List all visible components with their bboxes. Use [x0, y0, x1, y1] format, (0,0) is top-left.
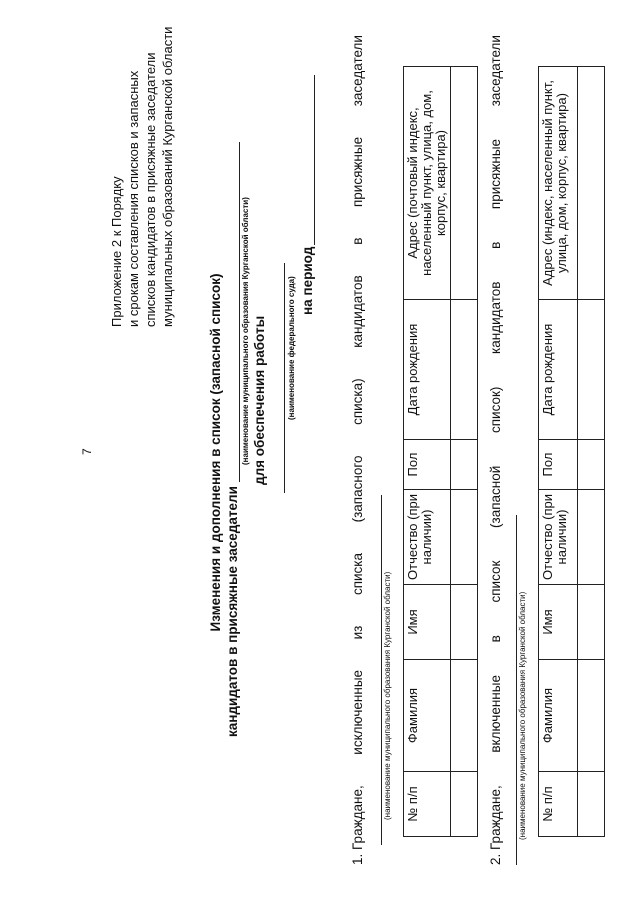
appendix-line: и срокам составления списков и запасных — [126, 70, 141, 327]
table-cell[interactable] — [578, 300, 605, 440]
section1-word: 1. Граждане, — [350, 785, 365, 865]
appendix-line: списков кандидатов в присяжные заседатели — [143, 52, 158, 327]
period-blank — [314, 75, 315, 245]
table-cell[interactable] — [451, 772, 478, 837]
section1-caption: (наименование муниципального образования Курганской области) — [383, 571, 392, 820]
table-cell[interactable] — [451, 490, 478, 585]
title-candidates: кандидатов в присяжные заседатели — [225, 486, 240, 737]
table-cell[interactable] — [578, 67, 605, 300]
section1-blank — [381, 495, 382, 845]
table-cell[interactable] — [451, 440, 478, 490]
col-birthdate: Дата рождения — [539, 300, 578, 440]
appendix-note — [108, 27, 176, 327]
section1-word: (запасного — [350, 455, 365, 523]
section2-word: кандидатов — [488, 281, 503, 354]
table-cell[interactable] — [451, 660, 478, 772]
col-sex: Пол — [404, 440, 451, 490]
table-cell[interactable] — [451, 585, 478, 660]
table-cell[interactable] — [578, 585, 605, 660]
table-row — [451, 67, 478, 837]
document-title: Изменения и дополнения в список (запасной список) — [208, 273, 223, 632]
section2-word: заседатели — [488, 35, 503, 107]
section1-word: присяжные — [350, 136, 365, 208]
col-address: Адрес (индекс, населенный пункт, улица, дом, корпус, квартира) — [539, 67, 578, 300]
table-cell[interactable] — [578, 660, 605, 772]
col-patronymic: Отчество (при наличии) — [404, 490, 451, 585]
title-second-line — [224, 147, 240, 737]
col-surname: Фамилия — [539, 660, 578, 772]
section2-heading — [488, 35, 503, 865]
appendix-line: муниципальных образований Курганской области — [160, 26, 175, 327]
excluded-table — [403, 66, 478, 837]
section1-word: списка) — [350, 378, 365, 425]
section1-word: исключенные — [350, 669, 365, 755]
period-label: на период — [300, 246, 315, 315]
section2-word: 2. Граждане, — [488, 785, 503, 865]
section2-word: список — [488, 560, 503, 603]
section2-word: присяжные — [488, 138, 503, 210]
table-cell[interactable] — [451, 67, 478, 300]
table-cell[interactable] — [451, 300, 478, 440]
section1-heading — [350, 35, 365, 865]
col-name: Имя — [539, 585, 578, 660]
table-header-row — [404, 67, 451, 837]
col-sex: Пол — [539, 440, 578, 490]
section2-caption: (наименование муниципального образования Курганской области) — [518, 591, 527, 840]
municipality-blank — [224, 142, 240, 482]
section2-word: список) — [488, 386, 503, 434]
section2-word: (запасной — [488, 465, 503, 528]
section2-word: в — [488, 241, 503, 249]
col-number: № п/п — [539, 772, 578, 837]
col-patronymic: Отчество (при наличии) — [539, 490, 578, 585]
table-header-row — [539, 67, 578, 837]
section1-word: из — [350, 625, 365, 640]
col-name: Имя — [404, 585, 451, 660]
support-line: для обеспечения работы — [252, 315, 267, 485]
section1-word: в — [350, 237, 365, 245]
section1-word: списка — [350, 552, 365, 596]
col-address: Адрес (почтовый индекс, населенный пункт, улица, дом, корпус, квартира) — [404, 67, 451, 300]
table-cell[interactable] — [578, 440, 605, 490]
col-birthdate: Дата рождения — [404, 300, 451, 440]
col-surname: Фамилия — [404, 660, 451, 772]
section2-word: включенные — [488, 675, 503, 753]
col-number: № п/п — [404, 772, 451, 837]
municipality-caption: (наименование муниципального образования Курганской области) — [241, 197, 250, 465]
appendix-line: Приложение 2 к Порядку — [109, 176, 124, 327]
table-row — [578, 67, 605, 837]
table-cell[interactable] — [578, 490, 605, 585]
section1-word: заседатели — [350, 35, 365, 107]
section2-blank — [516, 515, 517, 865]
included-table — [538, 66, 605, 837]
court-caption: (наименование федерального суда) — [287, 276, 296, 420]
table-cell[interactable] — [578, 772, 605, 837]
section1-word: кандидатов — [350, 275, 365, 348]
page-number: 7 — [80, 448, 94, 455]
section2-word: в — [488, 635, 503, 643]
court-blank — [284, 263, 285, 493]
